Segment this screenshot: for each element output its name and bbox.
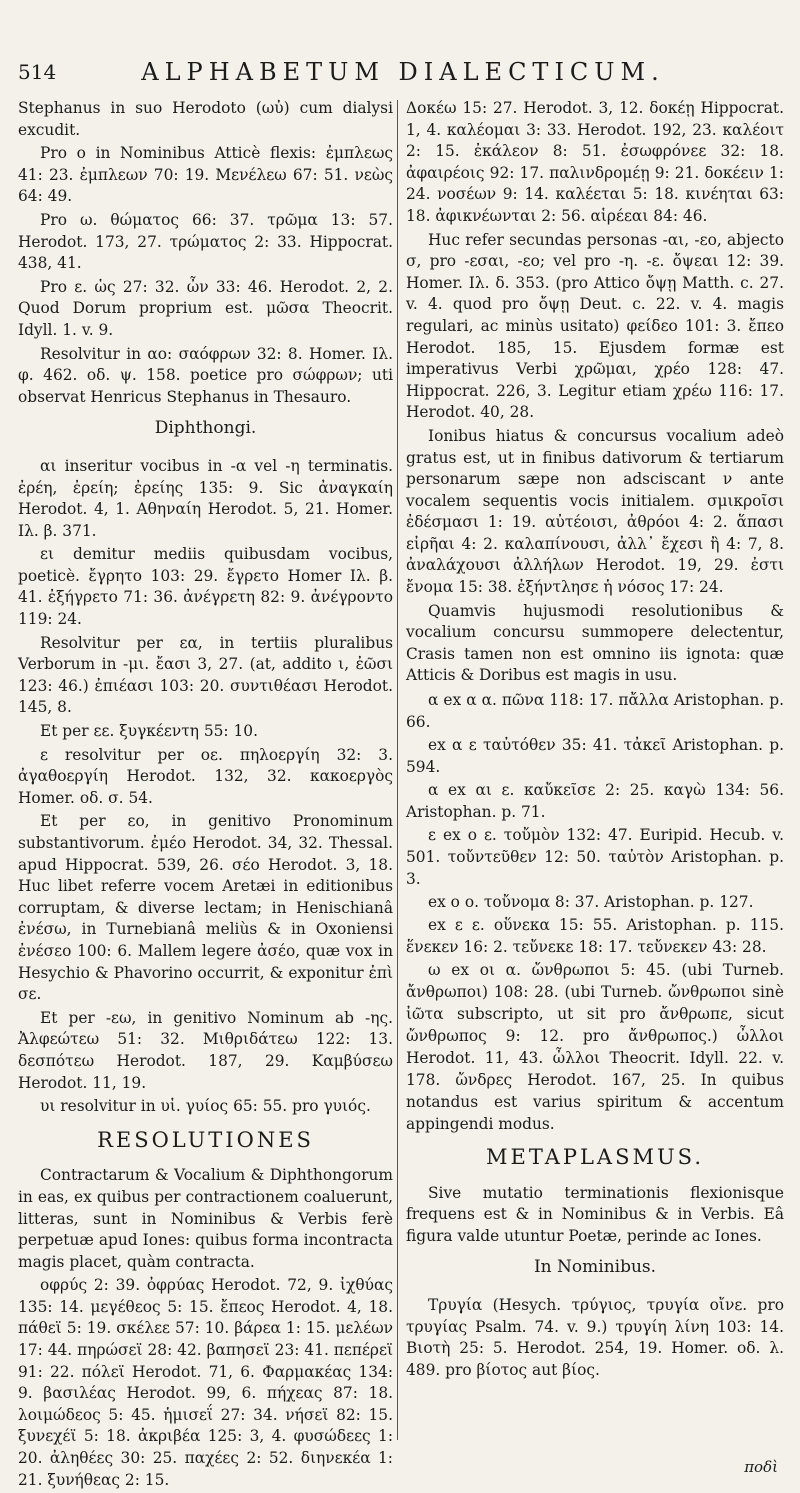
paragraph: ε resolvitur per οε. πηλοεργίη 32: 3. ἀγαθοεργίη Herodot. 132, 32. κακοεργὸς Homer. οδ. σ. 54. bbox=[18, 745, 393, 807]
paragraph: Sive mutatio terminationis flexionisque frequens est & in Nominibus & in Verbis. Eâ figura valde utuntur Poetæ, perinde ac Iones. bbox=[406, 1183, 784, 1245]
paragraph: Et per εο, in genitivo Pronominum substantivorum. ἐμέο Herodot. 34, 32. Thessal. apud Hippocrat. 539, 26. σέο Herodot. 3, 18. Huc libet referre vocem Aretæi in editionibus corruptam, & diverse lectam; in Henischianâ ἐνέσω, in Turnebianâ meliùs & in Oxoniensi ἐνέσεο 100: 6. Mallem legere ἀσέο, quæ vox in Hesychio & Phavorino occurrit, & exponitur ἐπὶ σε. bbox=[18, 812, 393, 1004]
crasis-list bbox=[406, 689, 784, 1135]
section-heading-diphthongi: Diphthongi. bbox=[154, 418, 257, 439]
paragraph: Quamvis hujusmodi resolutionibus & vocalium concursu summopere delectentur, Crasis tamen non est omnino iis ignota: quæ Atticis & Doribus est magis in usu. bbox=[406, 601, 784, 685]
crasis-entry: ex ο ο. τοὔνομα 8: 37. Aristophan. p. 127. bbox=[428, 893, 754, 912]
paragraph: Ionibus hiatus & concursus vocalium adeò gratus est, ut in finibus dativorum & tertiarum personarum sæpe non adsciscant ν ante vocalem sequentis vocis initialem. σμικροῖσι ἐδέσμασι 1: 19. αὐτέοισι, ἀθρόοι 4: 2. ἅπασι εἰρῆαι 4: 2. καλαπίνουσι, ἀλλ᾽ ἔχεσι ἢ 4: 7, 8. ἀναλάχουσι ἀλλήλων Herodot. 19, 29. ἐστι ἔνομα 15: 38. ἐξήντλησε ἡ νόσος 17: 24. bbox=[406, 426, 784, 597]
right-column bbox=[406, 98, 784, 1383]
page-number: 514 bbox=[18, 60, 57, 84]
section-heading-in-nominibus: In Nominibus. bbox=[533, 1257, 657, 1278]
paragraph: Δοκέω 15: 27. Herodot. 3, 12. δοκέῃ Hippocrat. 1, 4. καλέομαι 3: 33. Herodot. 192, 23. καλέοιτ 2: 15. ἐκάλεον 8: 51. ἐσωφρόνεε 32: 18. ἀφαιρέοις 92: 17. παλινδρομέῃ 9: 21. δοκέειν 1: 24. νοσέων 9: 14. καλέεται 5: 18. κινέηται 63: 18. ἀφικνέωνται 2: 56. αἱρέεαι 84: 46. bbox=[406, 99, 784, 225]
paragraph: Stephanus in suo Herodoto (ωὐ) cum dialysi excudit. bbox=[18, 99, 393, 139]
left-column bbox=[18, 98, 393, 1493]
crasis-entry: ex ε ε. οὕνεκα 15: 55. Aristophan. p. 115. ἕνεκεν 16: 2. τεὔνεκε 18: 17. τεὔνεκεν 43: 28. bbox=[406, 916, 784, 957]
paragraph: αι inseritur vocibus in -α vel -η terminatis. ἐρέη, ἐρείη; ἐρείης 135: 9. Sic ἀναγκαίη Herodot. 4, 1. Αθηναίη Herodot. 5, 21. Homer. Ιλ. β. 371. bbox=[18, 456, 393, 540]
paragraph: Τρυγία (Hesych. τρύγιος, τρυγία οἴνε. pro τρυγίας Psalm. 74. v. 9.) τρυγίη λίνη 103: 14. Βιοτὴ 25: 5. Herodot. 254, 19. Homer. οδ. λ. 489. pro βίοτος aut βίος. bbox=[406, 1296, 784, 1379]
paragraph: οφρύς 2: 39. ὀφρύας Herodot. 72, 9. ἰχθύας 135: 14. μεγέθεος 5: 15. ἔπεος Herodot. 4, 18. πάθεϊ 5: 19. σκέλεε 57: 10. βάρεα 1: 15. μελέων 17: 44. πηρώσεϊ 28: 42. βαπησεϊ 23: 41. πεπέρεϊ 91: 22. πόλεϊ Herodot. 71, 6. Φαρμακέας 134: 9. βασιλέας Herodot. 99, 6. πήχεας 87: 18. λοιμώδεος 5: 45. ἡμισεΐ 27: 34. νήσεϊ 82: 15. ξυνεχέϊ 5: 18. ἀκριβέα 125: 3, 4. φυσώδεες 1: 20. ἀληθέες 30: 25. παχέες 2: 52. διηνεκέα 1: 21. ξυνήθεας 2: 15. bbox=[18, 1276, 393, 1489]
crasis-entry: ε ex ο ε. τοὔμὸν 132: 47. Euripid. Hecub. v. 501. τοὔντεῦθεν 12: 50. ταὐτὸν Aristophan. p. 3. bbox=[406, 826, 784, 889]
section-heading-resolutiones: RESOLUTIONES bbox=[97, 1127, 314, 1152]
paragraph: υι resolvitur in υἱ. γυίος 65: 55. pro γυιός. bbox=[40, 1097, 371, 1116]
paragraph: Huc refer secundas personas -αι, -εο, abjecto σ, pro -εσαι, -εο; vel pro -η. -ε. ὄψεαι 12: 39. Homer. Ιλ. δ. 353. (pro Attico ὄψῃ Matth. c. 27. v. 4. quod pro ὄψῃ Deut. c. 22. v. 4. magis regulari, ac minùs usitato) φείδεο 101: 3. ἔπεο Herodot. 185, 15. Ejusdem formæ est imperativus Verbi χρῶμαι, χρέο 128: 47. Hippocrat. 226, 3. Legitur etiam χρέω 116: 17. Herodot. 40, 28. bbox=[406, 230, 784, 422]
paragraph: Pro ο in Nominibus Atticè flexis: ἐμπλεως 41: 23. ἐμπλεων 70: 19. Μενέλεω 67: 51. νεὼς 64: 49. bbox=[18, 144, 393, 206]
crasis-entry: ω ex οι α. ὤνθρωποι 5: 45. (ubi Turneb. ἄνθρωποι) 108: 28. (ubi Turneb. ὤνθρωποι sinè ἰῶτα subscripto, ut sit pro ἄνθρωπε, sicut ὤνθρωπος 9: 12. pro ἄνθρωπος.) ὦλλοι Herodot. 11, 43. ὦλλοι Theocrit. Idyll. 22. v. 178. ὤνδρες Herodot. 167, 25. In quibus notandus est varius spiritum & accentum appingendi modus. bbox=[406, 961, 784, 1134]
section-heading-metaplasmus: METAPLASMUS. bbox=[486, 1145, 704, 1170]
running-title: ALPHABETUM DIALECTICUM. bbox=[141, 58, 665, 86]
paragraph: Pro ω. θώματος 66: 37. τρῶμα 13: 57. Herodot. 173, 27. τρώματος 2: 33. Hippocrat. 438, 41. bbox=[18, 210, 393, 273]
crasis-entry: α ex αι ε. καὔκεῖσε 2: 25. καγὼ 134: 56. Aristophan. p. 71. bbox=[406, 781, 784, 822]
paragraph: Pro ε. ὡς 27: 32. ὦν 33: 46. Herodot. 2, 2. Quod Dorum proprium est. μῶσα Theocrit. Idyll. 1. v. 9. bbox=[18, 277, 393, 339]
catchword: ποδὶ bbox=[744, 1458, 778, 1476]
paragraph: Resolvitur per εα, in tertiis pluralibus Verborum in -μι. ἔασι 3, 27. (at, addito ι, ἐῶσι 123: 46.) ἐπιέασι 103: 20. συντιθέασι Herodot. 145, 8. bbox=[18, 633, 393, 717]
paragraph: Contractarum & Vocalium & Diphthongorum in eas, ex quibus per contractionem coaluerunt, litteras, sunt in Nominibus & Verbis ferè perpetuæ apud Iones: quibus forma incontracta magis placet, quàm contracta. bbox=[18, 1166, 393, 1271]
column-divider bbox=[397, 100, 398, 1440]
paragraph: Resolvitur in αο: σαόφρων 32: 8. Homer. Ιλ. φ. 462. οδ. ψ. 158. poetice pro σώφρων; uti observat Henricus Stephanus in Thesauro. bbox=[18, 344, 393, 406]
crasis-entry: ex α ε ταὐτόθεν 35: 41. τἀκεῖ Aristophan. p. 594. bbox=[406, 736, 784, 777]
running-header bbox=[18, 58, 788, 94]
paragraph: Et per -εω, in genitivo Nominum ab -ης. Ἀλφεώτεω 51: 32. Μιθριδάτεω 122: 13. δεσπότεω Herodot. 187, 29. Καμβύσεω Herodot. 11, 19. bbox=[18, 1008, 393, 1092]
paragraph: ει demitur mediis quibusdam vocibus, poeticè. ἔγρητο 103: 29. ἔγρετο Homer Ιλ. β. 41. ἐξήγρετο 71: 36. ἀνέγρετη 82: 9. ἀνέγροντο 119: 24. bbox=[18, 545, 393, 629]
crasis-entry: α ex α α. πῶνα 118: 17. πἄλλα Aristophan. p. 66. bbox=[406, 691, 784, 732]
paragraph: Et per εε. ξυγκέεντη 55: 10. bbox=[40, 722, 258, 741]
